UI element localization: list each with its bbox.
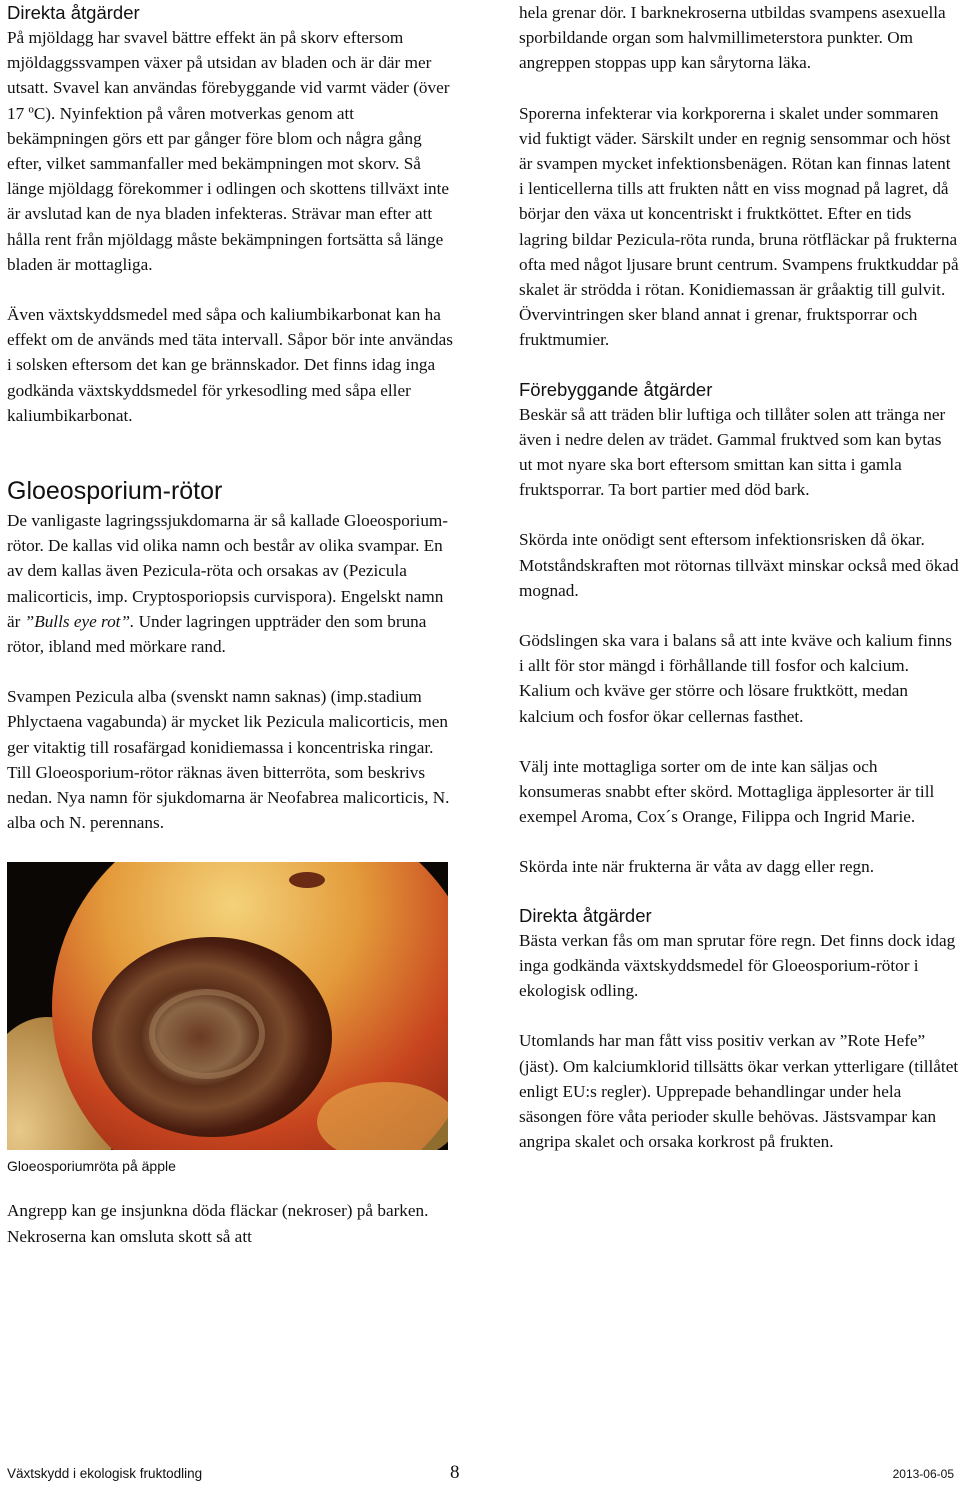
paragraph-angrepp: Angrepp kan ge insjunkna döda fläckar (nekroser) på barken. Nekroserna kan omsluta skott så att [7, 1201, 429, 1246]
heading-direkta-atgarder: Direkta åtgärder [7, 2, 140, 23]
paragraph-sapa: Även växtskyddsmedel med såpa och kaliumbikarbonat kan ha effekt om de används med täta intervall. Såpor bör inte användas i solsken eftersom det kan ge brännskador. Det finns idag inga godkända växtskyddsmedel för yrkesodling med såpa eller kaliumbikarbonat. [7, 305, 453, 425]
paragraph-valj-sorter: Välj inte mottagliga sorter om de inte kan säljas och konsumeras snabbt efter skörd. Mottagliga äpplesorter är till exempel Aroma, Cox´s Orange, Filippa och Ingrid Marie. [519, 756, 935, 827]
footer-date: 2013-06-05 [892, 1467, 954, 1481]
paragraph-skorda-vata: Skörda inte när frukterna är våta av dagg eller regn. [519, 857, 875, 877]
right-column [519, 0, 959, 1154]
paragraph-skorda-sent: Skörda inte onödigt sent eftersom infektionsrisken då ökar. Motståndskraften mot rötornas tillväxt minskar också med ökad mognad. [519, 530, 959, 600]
heading-forebyggande-atgarder: Förebyggande åtgärder [519, 378, 713, 400]
heading-direkta-atgarder-2: Direkta åtgärder [519, 904, 652, 926]
left-column [7, 0, 455, 1249]
photo-caption: Gloeosporiumröta på äpple [7, 1158, 176, 1175]
paragraph-svampen: Svampen Pezicula alba (svenskt namn saknas) (imp.stadium Phlyctaena vagabunda) är mycket lik Pezicula malicorticis, men ger vitaktig till rosafärgad konidiemassa i koncentriska ringar. Till Gloeosporium-rötor räknas även bitterröta, som beskrivs nedan. Nya namn för sjukdomarna är Neofabrea malicorticis, N. alba och N. perennans. [7, 687, 450, 833]
paragraph-basta-verkan: Bästa verkan fås om man sprutar före regn. Det finns dock idag inga godkända växtskyddsmedel för Gloeosporium-rötor i ekologisk odling. [519, 930, 956, 1001]
page-footer [7, 1462, 954, 1484]
apple-photo [7, 862, 448, 1150]
paragraph-sporerna: Sporerna infekterar via korkporerna i skalet under sommaren vid fuktigt väder. Särskilt under en regnig sensommar och höst är svampen mycket infektionsbenägen. Rötan kan finnas latent i lenticellerna tills att frukten nått en viss mognad på lagret, då börjar den växa ut koncentriskt i fruktköttet. Efter en tids lagring bildar Pezicula-röta runda, bruna rötfläckar på frukterna ofta med något ljusare brunt centrum. Svampens fruktkuddar på skalet är strödda i rötan. Konidiemassan är gråaktig till gulvit. Övervintringen sker bland annat i grenar, fruktsporrar och fruktmumier. [519, 103, 959, 350]
paragraph-utomlands: Utomlands har man fått viss positiv verkan av ”Rote Hefe” (jäst). Om kalciumklorid tillsätts ökar verkan ytterligare (tillåtet enligt EU:s regler). Upprepade behandlingar under hela säsongen före våta perioder skulle behövas. Jästsvampar kan angripa skalet och orsaka korkrost på frukten. [519, 1031, 959, 1152]
page-number: 8 [450, 1462, 460, 1483]
paragraph-gloeosporium: De vanligaste lagringssjukdomarna är så kallade Gloeosporium-rötor. De kallas vid olika namn och består av olika svampar. En av dem kallas även Pezicula-röta och orsakas av (Pezicula malicorticis, imp. Cryptosporiopsis curvispora). Engelskt namn är ”Bulls eye rot”. Under lagringen uppträder den som bruna rötor, ibland med mörkare rand. [7, 511, 449, 657]
english-name: ”Bulls eye rot”. [24, 611, 135, 631]
paragraph-svavel: På mjöldagg har svavel bättre effekt än på skorv eftersom mjöldaggssvampen växer på utsidan av bladen och är där mer utsatt. Svavel kan användas förebyggande vid varmt väder (över 17 ºC). Nyinfektion på våren motverkas genom att bekämpningen görs ett par gånger före blom och några gång efter, vilket sammanfaller med bekämpningen mot skorv. Så länge mjöldagg förekommer i odlingen och skottens tillväxt inte är avslutad kan de nya bladen infekteras. Strävar man efter att hålla rent från mjöldagg måste bekämpningen fortsätta så länge bladen är mottagliga. [7, 28, 450, 274]
paragraph-beskar: Beskär så att träden blir luftiga och tillåter solen att tränga ner även i nedre delen av trädet. Gammal fruktved som kan bytas ut mot nyare ska bort eftersom smittan kan sitta i gamla fruktsporrar. Ta bort partier med död bark. [519, 404, 946, 500]
footer-title: Växtskydd i ekologisk fruktodling [7, 1466, 203, 1481]
paragraph-grenar: hela grenar dör. I barknekroserna utbildas svampens asexuella sporbildande organ som halvmillimeterstora punkter. Om angreppen stoppas upp kan sårytorna läka. [519, 3, 946, 73]
heading-gloeosporium-rotor: Gloeosporium-rötor [7, 477, 223, 506]
paragraph-godslingen: Gödslingen ska vara i balans så att inte kväve och kalium finns i allt för stor mängd i förhållande till fosfor och kalcium. Kalium och kväve ger större och lösare fruktkött, medan kalcium och fosfor ökar cellernas fasthet. [519, 631, 952, 726]
